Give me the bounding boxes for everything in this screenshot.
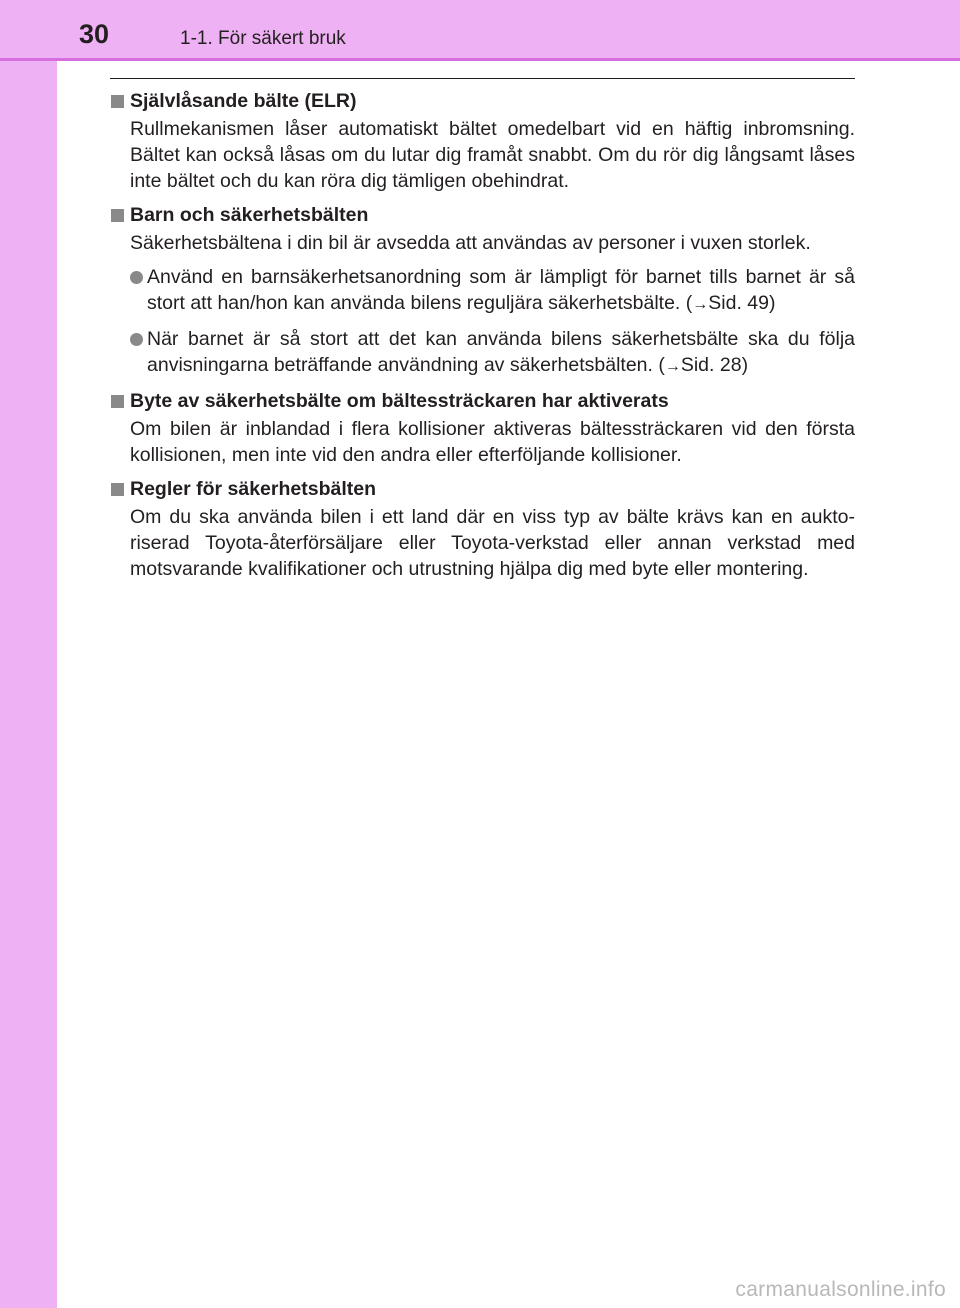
top-divider [110,78,855,79]
section-heading: Byte av säkerhetsbälte om bältessträckaren har aktiverats [110,388,855,414]
page-number: 30 [79,19,110,49]
list-item: Använd en barnsäkerhetsanordning som är lämpligt för barnet tills barnet är så stort att han/hon kan använda bilens reguljära säkerhetsbälte. (→Sid. 49) [130,264,855,318]
header-band [0,0,960,60]
page-content [110,88,855,590]
section-heading: Självlåsande bälte (ELR) [110,88,855,114]
page-reference-link[interactable]: Sid. 28 [680,354,742,376]
section-paragraph: Om bilen är inblandad i flera kollisioner aktiveras bältessträckaren vid den första kollisionen, men inte vid den andra eller efterföljande kollisioner. [130,418,855,466]
circle-bullet-icon [130,271,143,284]
section-title: 1-1. För säkert bruk [180,28,346,49]
section-rules [110,476,855,582]
square-bullet-icon [111,483,124,496]
square-bullet-icon [111,395,124,408]
section-paragraph: Säkerhetsbältena i din bil är avsedda att användas av personer i vuxen storlek. [130,232,811,254]
section-heading: Regler för säkerhetsbälten [110,476,855,502]
page-reference-link[interactable]: Sid. 49 [708,292,769,314]
section-pretensioner [110,388,855,468]
square-bullet-icon [111,209,124,222]
watermark: carmanualsonline.info [735,1278,946,1301]
section-heading: Barn och säkerhetsbälten [110,202,855,228]
circle-bullet-icon [130,333,143,346]
left-margin-band [0,0,57,1308]
section-children [110,202,855,380]
header-rule [0,58,960,61]
section-elr [110,88,855,194]
arrow-right-icon: → [664,358,681,375]
square-bullet-icon [111,95,124,108]
section-paragraph: Rullmekanismen låser automatiskt bältet omedelbart vid en häftig inbromsning. Bältet kan också låsas om du lutar dig framåt snabbt. Om du rör dig långsamt låses inte bältet och du kan röra dig tämligen obehindrat. [130,118,855,192]
section-paragraph: Om du ska använda bilen i ett land där en viss typ av bälte krävs kan en auktoriserad Toyota-återförsäljare eller Toyota-verkstad eller annan verkstad med motsvarande kvalifikationer och utrustning hjälpa dig med byte eller montering. [130,506,855,580]
list-item: När barnet är så stort att det kan använda bilens säkerhetsbälte ska du följa anvisningarna beträffande användning av säkerhetsbälten. (→Sid. 28) [130,326,855,380]
arrow-right-icon: → [692,296,709,313]
